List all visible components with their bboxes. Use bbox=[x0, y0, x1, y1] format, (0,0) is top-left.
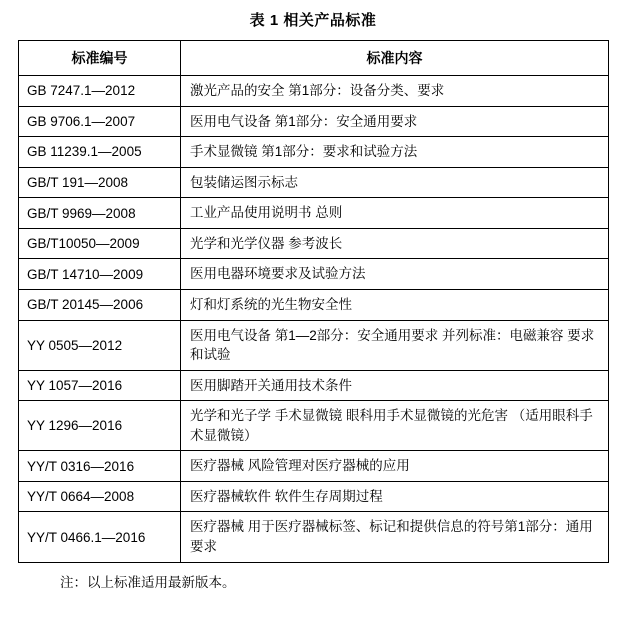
cell-standard-code: YY/T 0316—2016 bbox=[19, 451, 181, 482]
cell-standard-code: GB/T 20145—2006 bbox=[19, 289, 181, 320]
table-row bbox=[19, 401, 609, 451]
cell-standard-code: GB/T 9969—2008 bbox=[19, 198, 181, 229]
cell-standard-code: GB/T 14710—2009 bbox=[19, 259, 181, 290]
cell-standard-code: YY/T 0664—2008 bbox=[19, 481, 181, 512]
cell-standard-content: 灯和灯系统的光生物安全性 bbox=[181, 289, 609, 320]
cell-standard-content: 医用脚踏开关通用技术条件 bbox=[181, 370, 609, 401]
column-header-standard-code: 标准编号 bbox=[19, 41, 181, 76]
table-row bbox=[19, 198, 609, 229]
table-row bbox=[19, 106, 609, 137]
table-row bbox=[19, 259, 609, 290]
related-product-standards-table bbox=[18, 40, 609, 563]
cell-standard-content: 医疗器械软件 软件生存周期过程 bbox=[181, 481, 609, 512]
document-page bbox=[0, 9, 626, 591]
column-header-standard-content: 标准内容 bbox=[181, 41, 609, 76]
cell-standard-code: GB 11239.1—2005 bbox=[19, 137, 181, 168]
cell-standard-code: GB 9706.1—2007 bbox=[19, 106, 181, 137]
cell-standard-content: 包装储运图示标志 bbox=[181, 167, 609, 198]
table-row bbox=[19, 320, 609, 370]
cell-standard-content: 医用电气设备 第1部分：安全通用要求 bbox=[181, 106, 609, 137]
table-row bbox=[19, 289, 609, 320]
cell-standard-content: 医用电气设备 第1—2部分：安全通用要求 并列标准：电磁兼容 要求和试验 bbox=[181, 320, 609, 370]
table-row bbox=[19, 451, 609, 482]
cell-standard-code: GB 7247.1—2012 bbox=[19, 76, 181, 107]
table-row bbox=[19, 228, 609, 259]
cell-standard-code: YY 0505—2012 bbox=[19, 320, 181, 370]
cell-standard-content: 医疗器械 风险管理对医疗器械的应用 bbox=[181, 451, 609, 482]
cell-standard-content: 光学和光学仪器 参考波长 bbox=[181, 228, 609, 259]
cell-standard-code: GB/T 191—2008 bbox=[19, 167, 181, 198]
table-note: 注：以上标准适用最新版本。 bbox=[60, 574, 236, 590]
cell-standard-content: 激光产品的安全 第1部分：设备分类、要求 bbox=[181, 76, 609, 107]
table-row bbox=[19, 167, 609, 198]
cell-standard-content: 医用电器环境要求及试验方法 bbox=[181, 259, 609, 290]
table-row bbox=[19, 370, 609, 401]
table-row bbox=[19, 512, 609, 562]
table-header-row bbox=[19, 41, 609, 76]
cell-standard-content: 工业产品使用说明书 总则 bbox=[181, 198, 609, 229]
table-title: 表 1 相关产品标准 bbox=[249, 12, 377, 29]
cell-standard-code: YY/T 0466.1—2016 bbox=[19, 512, 181, 562]
cell-standard-content: 手术显微镜 第1部分：要求和试验方法 bbox=[181, 137, 609, 168]
cell-standard-content: 光学和光子学 手术显微镜 眼科用手术显微镜的光危害 （适用眼科手术显微镜） bbox=[181, 401, 609, 451]
table-row bbox=[19, 137, 609, 168]
cell-standard-code: YY 1057—2016 bbox=[19, 370, 181, 401]
cell-standard-code: GB/T10050—2009 bbox=[19, 228, 181, 259]
table-row bbox=[19, 481, 609, 512]
cell-standard-content: 医疗器械 用于医疗器械标签、标记和提供信息的符号第1部分：通用要求 bbox=[181, 512, 609, 562]
cell-standard-code: YY 1296—2016 bbox=[19, 401, 181, 451]
table-row bbox=[19, 76, 609, 107]
